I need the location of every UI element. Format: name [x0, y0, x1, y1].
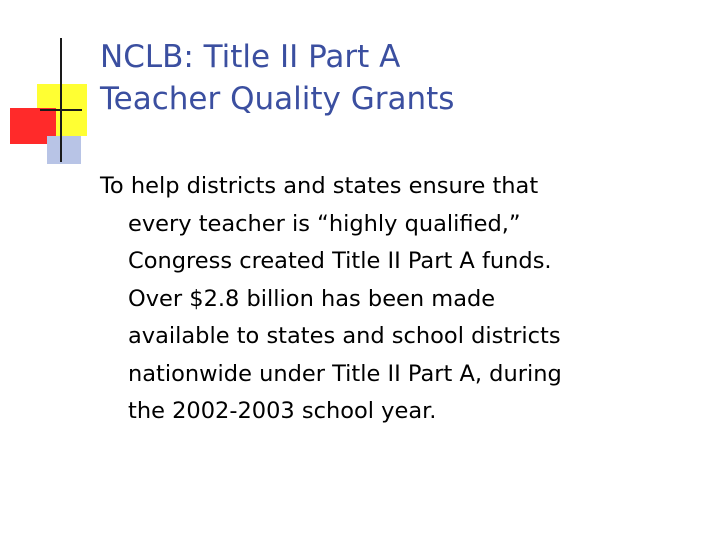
slide-title-line-1: NCLB: Title II Part A — [100, 39, 401, 75]
body-line-3: Congress created Title II Part A funds. — [128, 248, 552, 274]
body-line-5: available to states and school districts — [128, 323, 561, 349]
decorative-horizontal-line — [40, 109, 82, 111]
decorative-vertical-line — [60, 38, 62, 162]
body-line-2: every teacher is “highly qualified,” — [128, 210, 521, 237]
body-line-1: To help districts and states ensure that — [100, 173, 539, 199]
slide-title — [100, 36, 700, 120]
body-line-4: Over $2.8 billion has been made — [128, 285, 496, 312]
slide-body-paragraph — [100, 168, 710, 431]
body-line-7: the 2002-2003 school year. — [128, 398, 437, 424]
body-line-6: nationwide under Title II Part A, during — [128, 360, 562, 387]
slide-title-line-2: Teacher Quality Grants — [100, 81, 455, 117]
decorative-blue-square — [47, 136, 81, 164]
